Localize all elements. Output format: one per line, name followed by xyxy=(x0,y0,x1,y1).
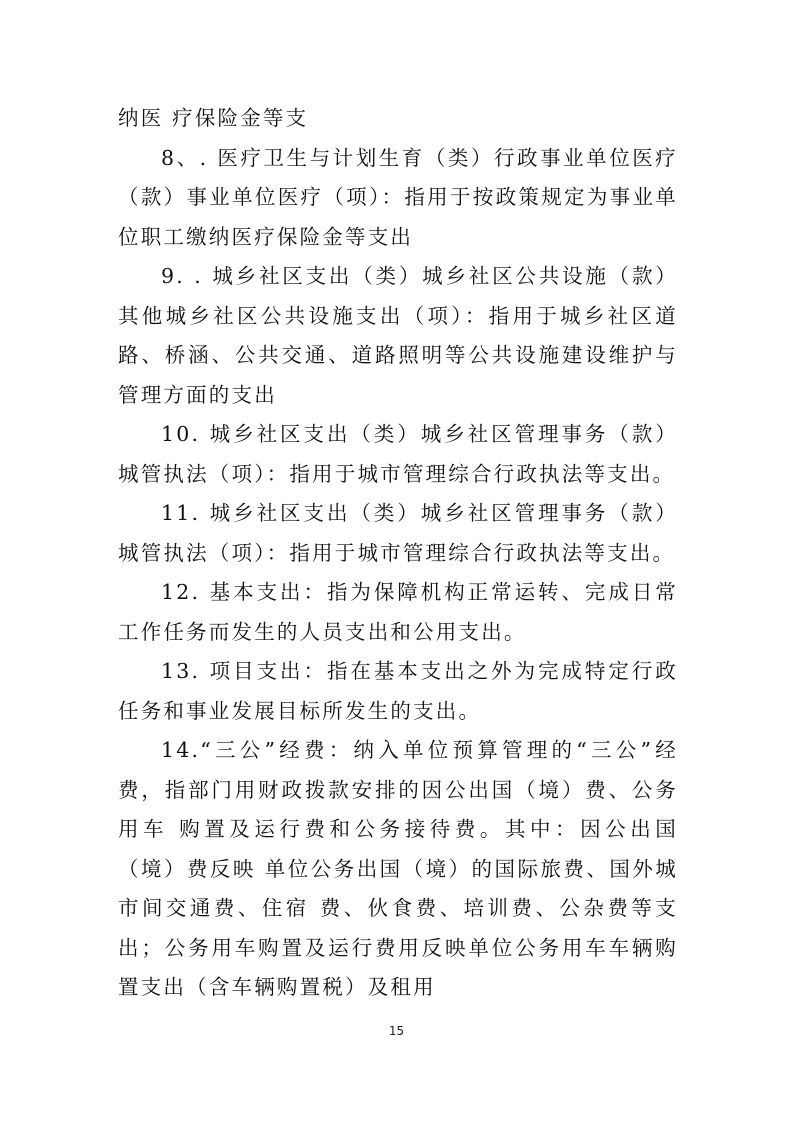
paragraph-item-10: 10. 城乡社区支出（类）城乡社区管理事务（款）城管执法（项）：指用于城市管理综合行政执法等支出。 xyxy=(118,422,678,486)
paragraph-item-8: 8、. 医疗卫生与计划生育（类）行政事业单位医疗（款）事业单位医疗（项）：指用于按政策规定为事业单位职工缴纳医疗保险金等支出 xyxy=(118,145,678,249)
paragraph-item-12: 12. 基本支出：指为保障机构正常运转、完成日常工作任务而发生的人员支出和公用支出。 xyxy=(118,580,678,644)
paragraph-item-14: 14.“三公”经费：纳入单位预算管理的“三公”经 费，指部门用财政拨款安排的因公出国（境）费、公务用车 购置及运行费和公务接待费。其中：因公出国（境）费反映 单位公务出国（境）的国际旅费、国外城市间交通费、住宿 费、伙食费、培训费、公杂费等支出；公务用车购置及运行费用反映单位公务用车车辆购置支出（含车辆购置税）及租用 xyxy=(118,738,678,999)
paragraph-item-11: 11. 城乡社区支出（类）城乡社区管理事务（款）城管执法（项）：指用于城市管理综合行政执法等支出。 xyxy=(118,501,678,565)
paragraph-item-13: 13. 项目支出：指在基本支出之外为完成特定行政任务和事业发展目标所发生的支出。 xyxy=(118,659,678,723)
paragraph-continuation: 纳医 疗保险金等支 xyxy=(118,106,309,130)
document-body xyxy=(118,99,678,1008)
page-number: 15 xyxy=(388,1024,405,1038)
paragraph-item-9: 9. . 城乡社区支出（类）城乡社区公共设施（款）其他城乡社区公共设施支出（项）：指用于城乡社区道路、桥涵、公共交通、道路照明等公共设施建设维护与管理方面的支出 xyxy=(118,264,678,407)
